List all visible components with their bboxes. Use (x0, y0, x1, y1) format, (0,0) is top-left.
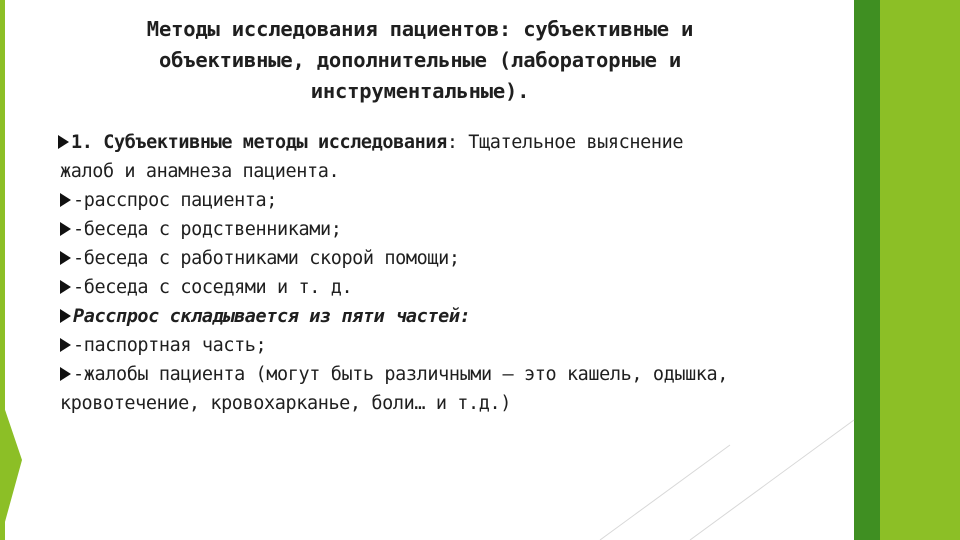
triangle-bullet-icon (60, 367, 71, 381)
slide-title (40, 14, 800, 107)
bullet-text: -беседа с соседями и т. д. (73, 277, 353, 298)
triangle-bullet-icon (60, 338, 71, 352)
item-1-line (58, 128, 850, 157)
last-line: кровотечение, кровохарканье, боли… и т.д.) (60, 393, 511, 414)
bullet-line (60, 360, 850, 389)
slide-content (60, 128, 850, 418)
item-1-heading: 1. Субъективные методы исследования (71, 132, 447, 153)
bullet-text: -жалобы пациента (могут быть различными – это кашель, одышка, (73, 364, 729, 385)
bullet-line (60, 215, 850, 244)
bullet-line (60, 244, 850, 273)
item-1-continuation: жалоб и анамнеза пациента. (60, 161, 340, 182)
italic-bullet-line (60, 302, 850, 331)
title-line-1: Методы исследования пациентов: субъективные и (146, 17, 694, 41)
title-line-2: объективные, дополнительные (лабораторные и (158, 48, 682, 72)
bullet-line (60, 186, 850, 215)
italic-bullet-text: Расспрос складывается из пяти частей: (73, 306, 471, 327)
triangle-bullet-icon (60, 309, 71, 323)
bullet-text: -паспортная часть; (73, 335, 267, 356)
triangle-bullet-icon (60, 251, 71, 265)
triangle-bullet-icon (60, 280, 71, 294)
bullet-text: -расспрос пациента; (73, 190, 278, 211)
triangle-bullet-icon (60, 193, 71, 207)
bullet-text: -беседа с работниками скорой помощи; (73, 248, 460, 269)
triangle-bullet-icon (58, 135, 69, 149)
bullet-text: -беседа с родственниками; (73, 219, 342, 240)
item-1-text: : Тщательное выяснение (446, 132, 684, 153)
triangle-bullet-icon (60, 222, 71, 236)
bullet-line (60, 273, 850, 302)
bullet-line (60, 331, 850, 360)
title-line-3: инструментальные). (310, 79, 530, 103)
